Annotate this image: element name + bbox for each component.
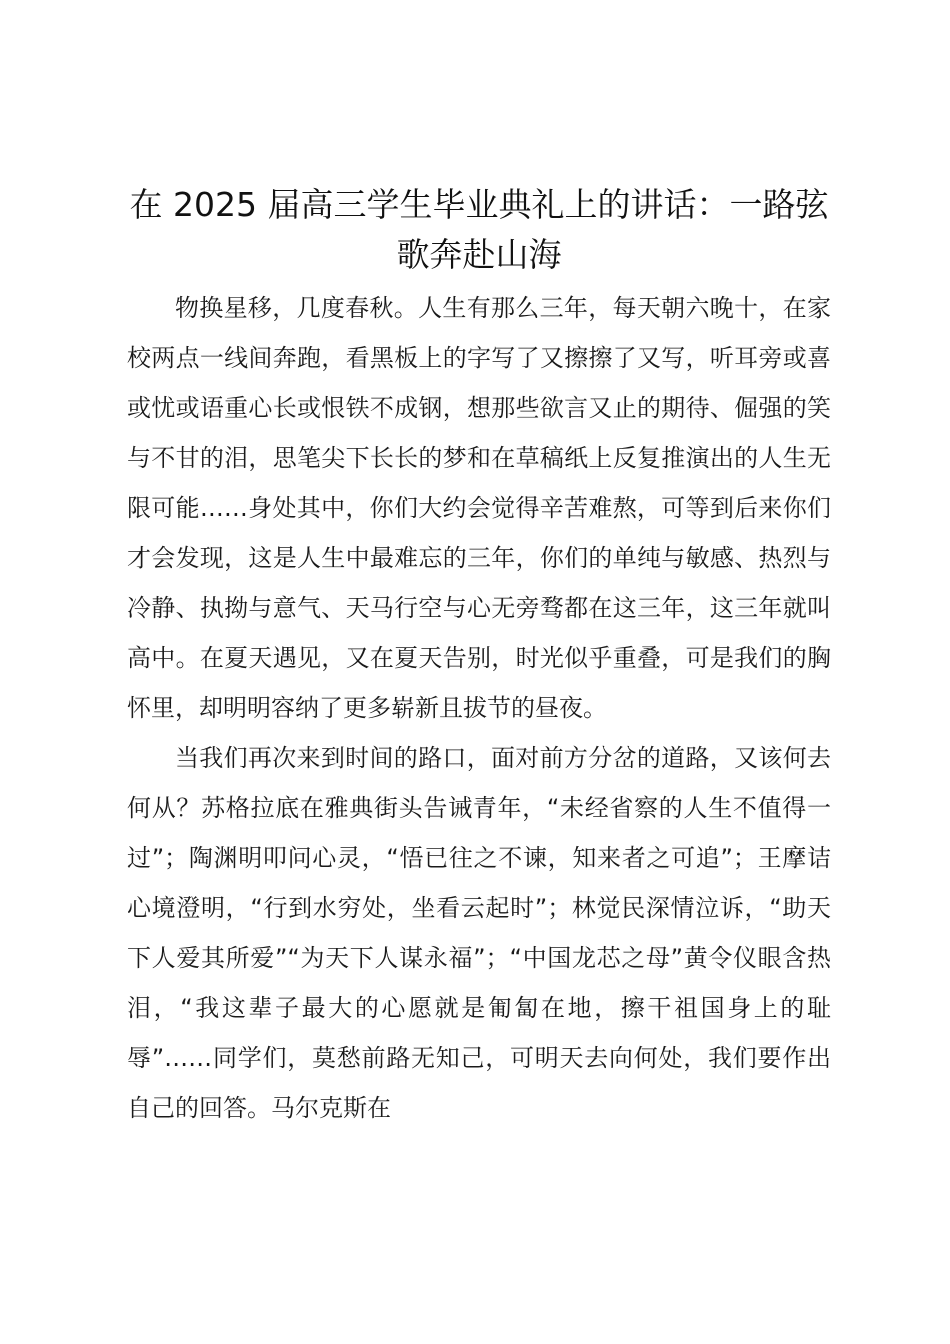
document-body bbox=[127, 283, 831, 1133]
paragraph-1: 物换星移，几度春秋。人生有那么三年，每天朝六晚十，在家校两点一线间奔跑，看黑板上的字写了又擦擦了又写，听耳旁或喜或忧或语重心长或恨铁不成钢，想那些欲言又止的期待、倔强的笑与不甘的泪，思笔尖下长长的梦和在草稿纸上反复推演出的人生无限可能……身处其中，你们大约会觉得辛苦难熬，可等到后来你们才会发现，这是人生中最难忘的三年，你们的单纯与敏感、热烈与冷静、执拗与意气、天马行空与心无旁骛都在这三年，这三年就叫高中。在夏天遇见，又在夏天告别，时光似乎重叠，可是我们的胸怀里，却明明容纳了更多崭新且拔节的昼夜。 bbox=[127, 294, 831, 722]
paragraph-2: 当我们再次来到时间的路口，面对前方分岔的道路，又该何去何从？苏格拉底在雅典街头告诫青年，“未经省察的人生不值得一过”；陶渊明叩问心灵，“悟已往之不谏，知来者之可追”；王摩诘心境澄明，“行到水穷处，坐看云起时”；林觉民深情泣诉，“助天下人爱其所爱”“为天下人谋永福”；“中国龙芯之母”黄令仪眼含热泪，“我这辈子最大的心愿就是匍匐在地，擦干祖国身上的耻辱”……同学们，莫愁前路无知己，可明天去向何处，我们要作出自己的回答。马尔克斯在 bbox=[127, 744, 831, 1122]
document-title: 在 2025 届高三学生毕业典礼上的讲话：一路弦歌奔赴山海 bbox=[129, 185, 829, 274]
